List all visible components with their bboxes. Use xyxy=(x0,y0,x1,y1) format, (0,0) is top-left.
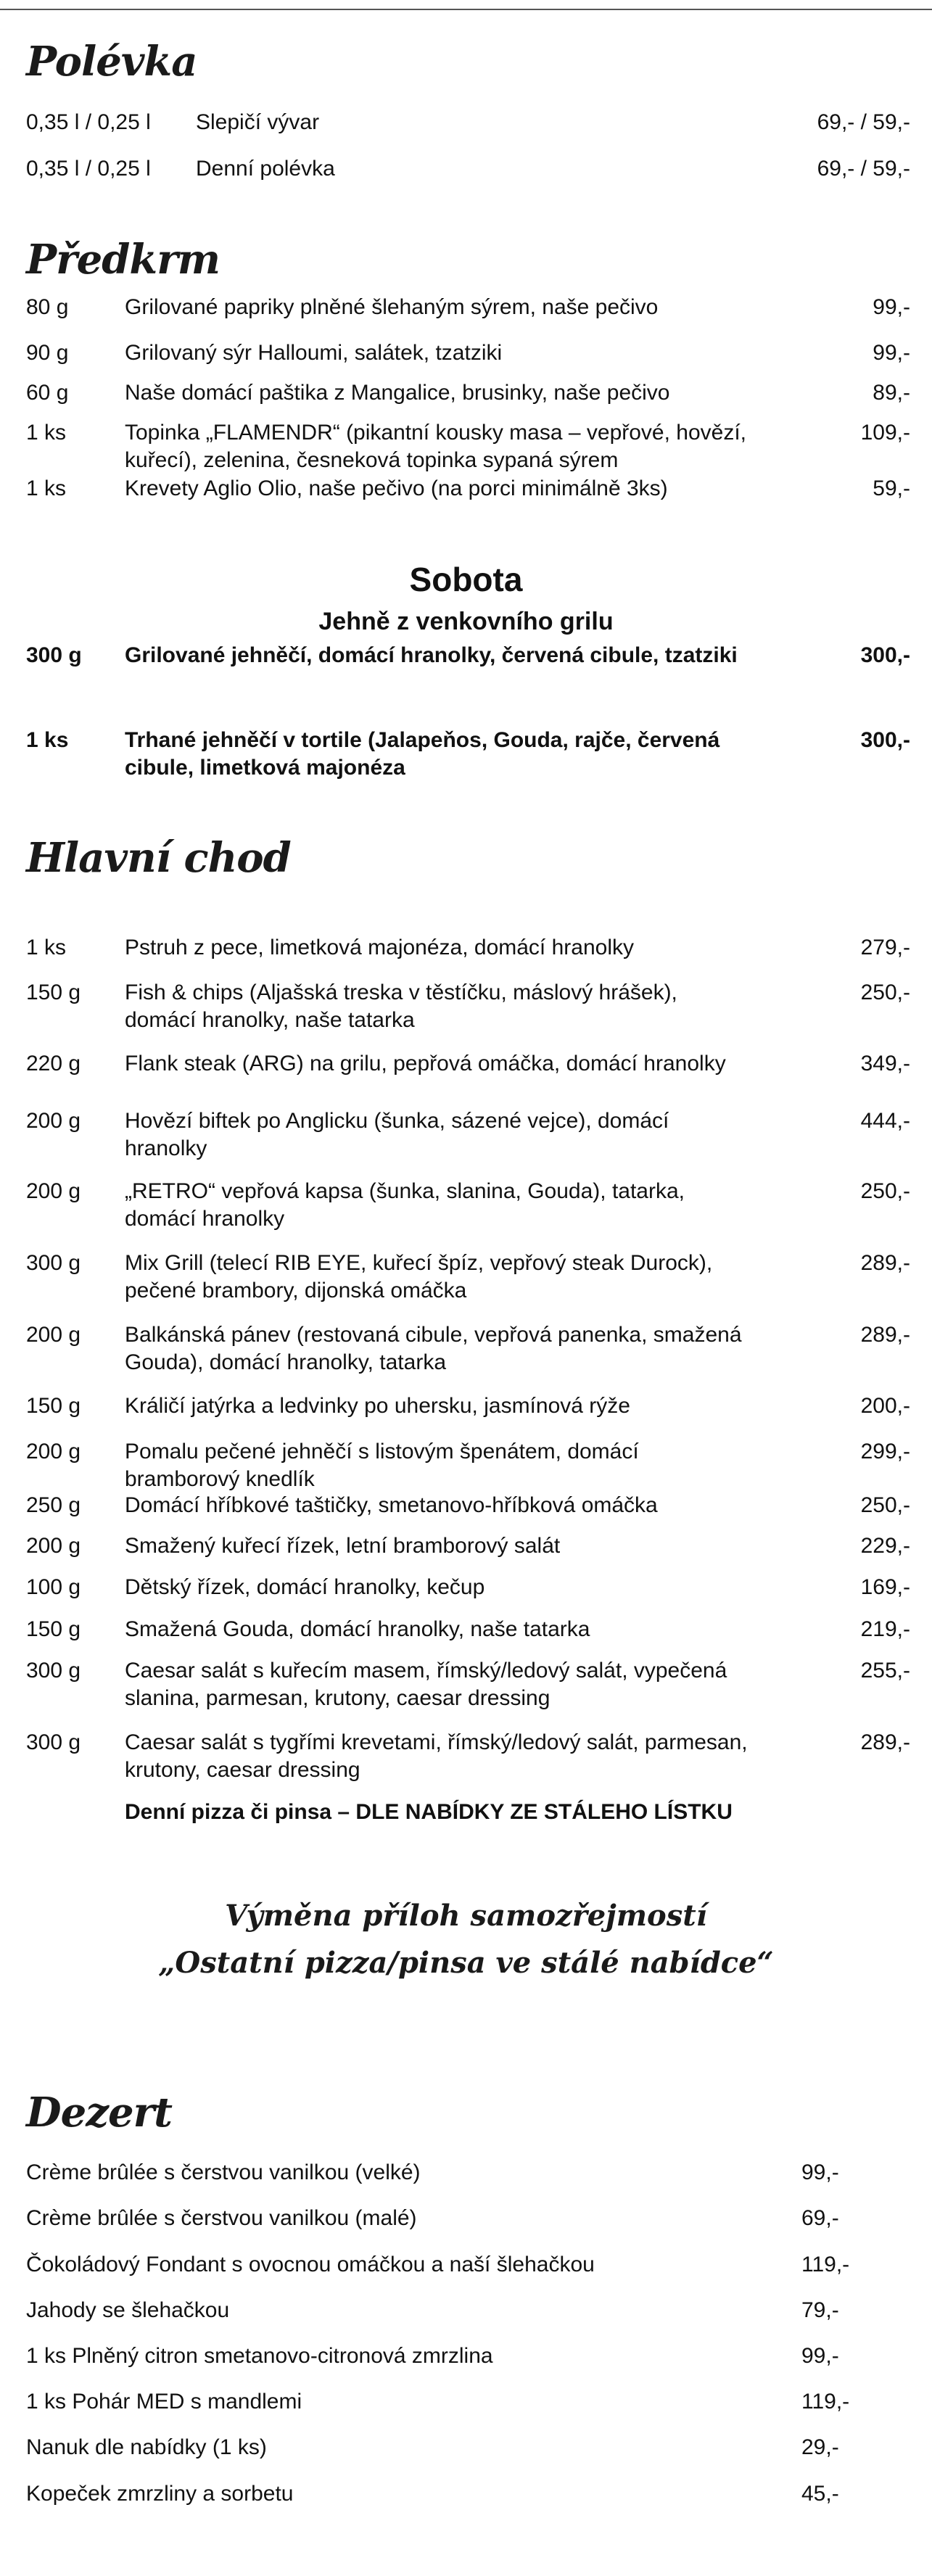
item-name: Crème brûlée s čerstvou vanilkou (velké) xyxy=(26,2160,421,2184)
item-quantity: 1 ks xyxy=(26,421,67,445)
item-price: 200,- xyxy=(860,1394,910,1418)
item-name: Caesar salát s kuřecím masem, římský/ledový salát, vypečená slanina, parmesan, krutony, caesar dressing xyxy=(125,1659,727,1710)
item-quantity: 100 g xyxy=(26,1575,81,1599)
item-price: 99,- xyxy=(873,341,910,365)
item-quantity: 300 g xyxy=(26,643,82,667)
item-name: Dětský řízek, domácí hranolky, kečup xyxy=(125,1575,485,1599)
dessert-heading: Dezert xyxy=(26,2089,172,2137)
item-price: 250,- xyxy=(860,981,910,1004)
item-price: 279,- xyxy=(860,936,910,959)
soup-heading: Polévka xyxy=(26,38,197,86)
saturday-heading: Sobota xyxy=(409,561,523,598)
item-name: Kopeček zmrzliny a sorbetu xyxy=(26,2482,294,2506)
item-price: 289,- xyxy=(860,1730,910,1754)
item-name: Trhané jehněčí v tortile (Jalapeňos, Gouda, rajče, červená cibule, limetková majonéza xyxy=(125,728,720,780)
item-price: 349,- xyxy=(860,1052,910,1076)
pizza-offer-note: „Ostatní pizza/pinsa ve stálé nabídce“ xyxy=(158,1946,774,1980)
item-quantity: 90 g xyxy=(26,341,69,365)
item-name: „RETRO“ vepřová kapsa (šunka, slanina, Gouda), tatarka, domácí hranolky xyxy=(125,1179,685,1231)
item-name: Crème brûlée s čerstvou vanilkou (malé) xyxy=(26,2206,417,2230)
item-quantity: 0,35 l / 0,25 l xyxy=(26,157,151,181)
item-price: 29,- xyxy=(801,2435,839,2459)
item-price: 289,- xyxy=(860,1323,910,1347)
item-quantity: 200 g xyxy=(26,1534,81,1558)
item-name: Grilované jehněčí, domácí hranolky, červená cibule, tzatziki xyxy=(125,643,738,667)
item-quantity: 1 ks xyxy=(26,936,67,959)
item-price: 59,- xyxy=(873,476,910,500)
item-name: Flank steak (ARG) na grilu, pepřová omáčka, domácí hranolky xyxy=(125,1052,726,1076)
item-name: Krevety Aglio Olio, naše pečivo (na porci minimálně 3ks) xyxy=(125,476,668,500)
item-quantity: 200 g xyxy=(26,1323,81,1347)
item-price: 109,- xyxy=(860,421,910,445)
item-name: Balkánská pánev (restovaná cibule, vepřová panenka, smažená Gouda), domácí hranolky, tatarka xyxy=(125,1323,742,1374)
item-name: Hovězí biftek po Anglicku (šunka, sázené vejce), domácí hranolky xyxy=(125,1109,669,1160)
item-price: 300,- xyxy=(860,728,910,752)
item-quantity: 150 g xyxy=(26,1617,81,1641)
item-name: Čokoládový Fondant s ovocnou omáčkou a naší šlehačkou xyxy=(26,2253,595,2276)
item-name: Smažený kuřecí řízek, letní bramborový salát xyxy=(125,1534,561,1558)
item-name: Grilované papriky plněné šlehaným sýrem, naše pečivo xyxy=(125,295,659,319)
saturday-subheading: Jehně z venkovního grilu xyxy=(318,608,614,635)
item-price: 250,- xyxy=(860,1493,910,1517)
item-price: 289,- xyxy=(860,1251,910,1275)
item-price: 69,- / 59,- xyxy=(817,157,910,181)
starter-heading: Předkrm xyxy=(26,236,220,284)
item-name: Denní polévka xyxy=(196,157,335,181)
item-price: 99,- xyxy=(873,295,910,319)
item-price: 119,- xyxy=(801,2253,850,2276)
item-quantity: 200 g xyxy=(26,1179,81,1203)
item-quantity: 300 g xyxy=(26,1251,81,1275)
item-price: 299,- xyxy=(860,1440,910,1464)
item-price: 99,- xyxy=(801,2160,839,2184)
item-price: 300,- xyxy=(860,643,910,667)
item-name: 1 ks Pohár MED s mandlemi xyxy=(26,2390,302,2414)
item-quantity: 1 ks xyxy=(26,476,67,500)
item-quantity: 300 g xyxy=(26,1659,81,1683)
item-quantity: 200 g xyxy=(26,1109,81,1133)
item-name: Topinka „FLAMENDR“ (pikantní kousky masa – vepřové, hovězí, kuřecí), zelenina, česneková topinka sypaná sýrem xyxy=(125,421,747,472)
item-name: Mix Grill (telecí RIB EYE, kuřecí špíz, vepřový steak Durock), pečené brambory, dijonská omáčka xyxy=(125,1251,713,1303)
item-quantity: 250 g xyxy=(26,1493,81,1517)
item-price: 79,- xyxy=(801,2298,839,2322)
item-price: 444,- xyxy=(860,1109,910,1133)
pizza-note: Denní pizza či pinsa – DLE NABÍDKY ZE STÁLEHO LÍSTKU xyxy=(125,1800,733,1824)
item-name: Pomalu pečené jehněčí s listovým špenátem, domácí bramborový knedlík xyxy=(125,1440,639,1491)
item-name: Pstruh z pece, limetková majonéza, domácí hranolky xyxy=(125,936,634,959)
item-name: Jahody se šlehačkou xyxy=(26,2298,230,2322)
item-name: Caesar salát s tygřími krevetami, římský/ledový salát, parmesan, krutony, caesar dressing xyxy=(125,1730,748,1782)
main-course-heading: Hlavní chod xyxy=(26,834,291,882)
item-name: Domácí hříbkové taštičky, smetanovo-hříbková omáčka xyxy=(125,1493,658,1517)
item-quantity: 150 g xyxy=(26,981,81,1004)
item-name: Králičí jatýrka a ledvinky po uhersku, jasmínová rýže xyxy=(125,1394,630,1418)
item-price: 255,- xyxy=(860,1659,910,1683)
item-name: 1 ks Plněný citron smetanovo-citronová zmrzlina xyxy=(26,2344,493,2368)
top-divider xyxy=(0,9,932,10)
item-quantity: 200 g xyxy=(26,1440,81,1464)
item-name: Grilovaný sýr Halloumi, salátek, tzatziki xyxy=(125,341,503,365)
item-quantity: 300 g xyxy=(26,1730,81,1754)
item-name: Nanuk dle nabídky (1 ks) xyxy=(26,2435,267,2459)
item-price: 229,- xyxy=(860,1534,910,1558)
item-name: Slepičí vývar xyxy=(196,110,320,134)
item-price: 169,- xyxy=(860,1575,910,1599)
item-price: 69,- xyxy=(801,2206,839,2230)
item-price: 45,- xyxy=(801,2482,839,2506)
item-price: 119,- xyxy=(801,2390,850,2414)
item-quantity: 220 g xyxy=(26,1052,81,1076)
item-name: Smažená Gouda, domácí hranolky, naše tatarka xyxy=(125,1617,590,1641)
item-name: Fish & chips (Aljašská treska v těstíčku, máslový hrášek), domácí hranolky, naše tatarka xyxy=(125,981,677,1032)
item-quantity: 150 g xyxy=(26,1394,81,1418)
item-name: Naše domácí paštika z Mangalice, brusinky, naše pečivo xyxy=(125,381,670,405)
item-quantity: 0,35 l / 0,25 l xyxy=(26,110,151,134)
item-price: 99,- xyxy=(801,2344,839,2368)
item-price: 69,- / 59,- xyxy=(817,110,910,134)
item-price: 219,- xyxy=(860,1617,910,1641)
item-price: 89,- xyxy=(873,381,910,405)
sides-note: Výměna příloh samozřejmostí xyxy=(225,1899,707,1933)
item-price: 250,- xyxy=(860,1179,910,1203)
item-quantity: 60 g xyxy=(26,381,69,405)
item-quantity: 80 g xyxy=(26,295,69,319)
item-quantity: 1 ks xyxy=(26,728,69,752)
